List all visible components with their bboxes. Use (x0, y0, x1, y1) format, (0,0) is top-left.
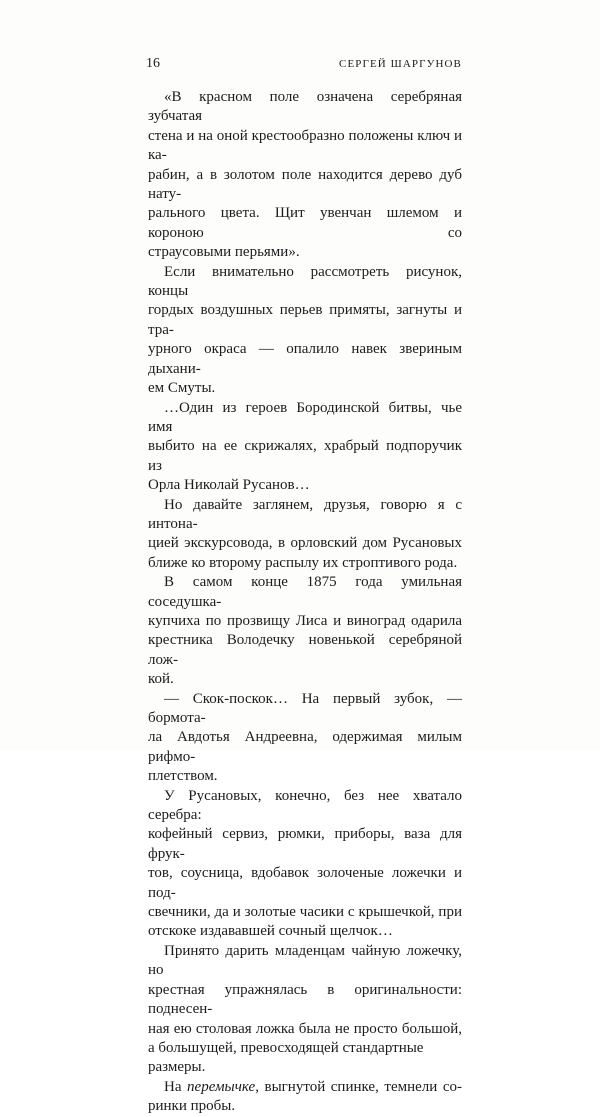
text-line: «В красном поле означена серебряная зубчатая (148, 89, 462, 125)
paragraph-8 (148, 942, 462, 1078)
page-header (146, 56, 462, 80)
paragraph-6 (148, 690, 462, 787)
text-line: отскоке издававшей сочный щелчок… (148, 923, 393, 940)
page-number: 16 (146, 56, 160, 71)
text-line: кофейный сервиз, рюмки, приборы, ваза для фрук- (148, 826, 462, 862)
text-fragment: , выгнутой спинке, темнели со- (255, 1078, 462, 1095)
text-line: стена и на оной крестообразно положены ключ и ка- (148, 127, 462, 164)
text-line: ная ею столовая ложка была не просто большой, (148, 1020, 462, 1037)
text-line: ринки пробы. (148, 1098, 236, 1115)
text-line: рабин, а в золотом поле находится дерево дуб нату- (148, 166, 462, 203)
text-line: гордых воздушных перьев примяты, загнуты и тра- (148, 302, 462, 338)
text-line: ближе ко второму распылу их строптивого рода. (148, 554, 458, 571)
text-line: крестника Володечку новенькой серебряной лож- (148, 632, 462, 668)
text-fragment: На (164, 1078, 188, 1095)
text-line: плетством. (148, 768, 218, 785)
text-line (148, 1078, 462, 1097)
body-text (148, 88, 462, 1117)
paragraph-3 (148, 399, 462, 496)
text-line: свечники, да и золотые часики с крышечкой, при (148, 904, 462, 921)
text-line: …Один из героев Бородинской битвы, чье имя (148, 399, 462, 435)
paragraph-7 (148, 787, 462, 942)
text-line: страусовыми перьями». (148, 244, 300, 261)
text-line: цией экскурсовода, в орловский дом Русановых (148, 535, 462, 552)
text-line: а большущей, превосходящей стандартные размеры. (148, 1039, 424, 1076)
text-line: — Скок-поскок… На первый зубок, — бормота- (148, 690, 462, 726)
text-line: Принято дарить младенцам чайную ложечку, но (148, 942, 462, 979)
text-line: кой. (148, 671, 174, 688)
text-line: ем Смуты. (148, 380, 216, 397)
text-line: У Русановых, конечно, без нее хватало серебра: (148, 787, 462, 824)
text-line: Орла Николай Русанов… (148, 477, 310, 494)
text-line: урного окраса — опалило навек звериным дыхани- (148, 341, 462, 377)
paragraph-4 (148, 496, 462, 574)
text-line: Если внимательно рассмотреть рисунок, концы (148, 263, 462, 300)
running-head-author: СЕРГЕЙ ШАРГУНОВ (339, 58, 462, 70)
text-line: Но давайте заглянем, друзья, говорю я с интона- (148, 496, 462, 532)
paragraph-9 (148, 1078, 462, 1117)
paragraph-2 (148, 263, 462, 399)
text-line: тов, соусница, вдобавок золоченые ложечки и под- (148, 865, 462, 901)
text-line: выбито на ее скрижалях, храбрый подпоручик из (148, 438, 462, 474)
text-line: В самом конце 1875 года умильная соседушка- (148, 574, 462, 610)
paragraph-1 (148, 88, 462, 263)
text-line: ла Авдотья Андреевна, одержимая милым рифмо- (148, 729, 462, 765)
text-line: рального цвета. Щит увенчан шлемом и короною со (148, 205, 462, 241)
text-line: купчиха по прозвищу Лиса и виноград одарила (148, 612, 462, 629)
text-line: крестная упражнялась в оригинальности: поднесен- (148, 981, 462, 1018)
italic-term: перемычке (187, 1078, 256, 1095)
paragraph-5 (148, 573, 462, 689)
